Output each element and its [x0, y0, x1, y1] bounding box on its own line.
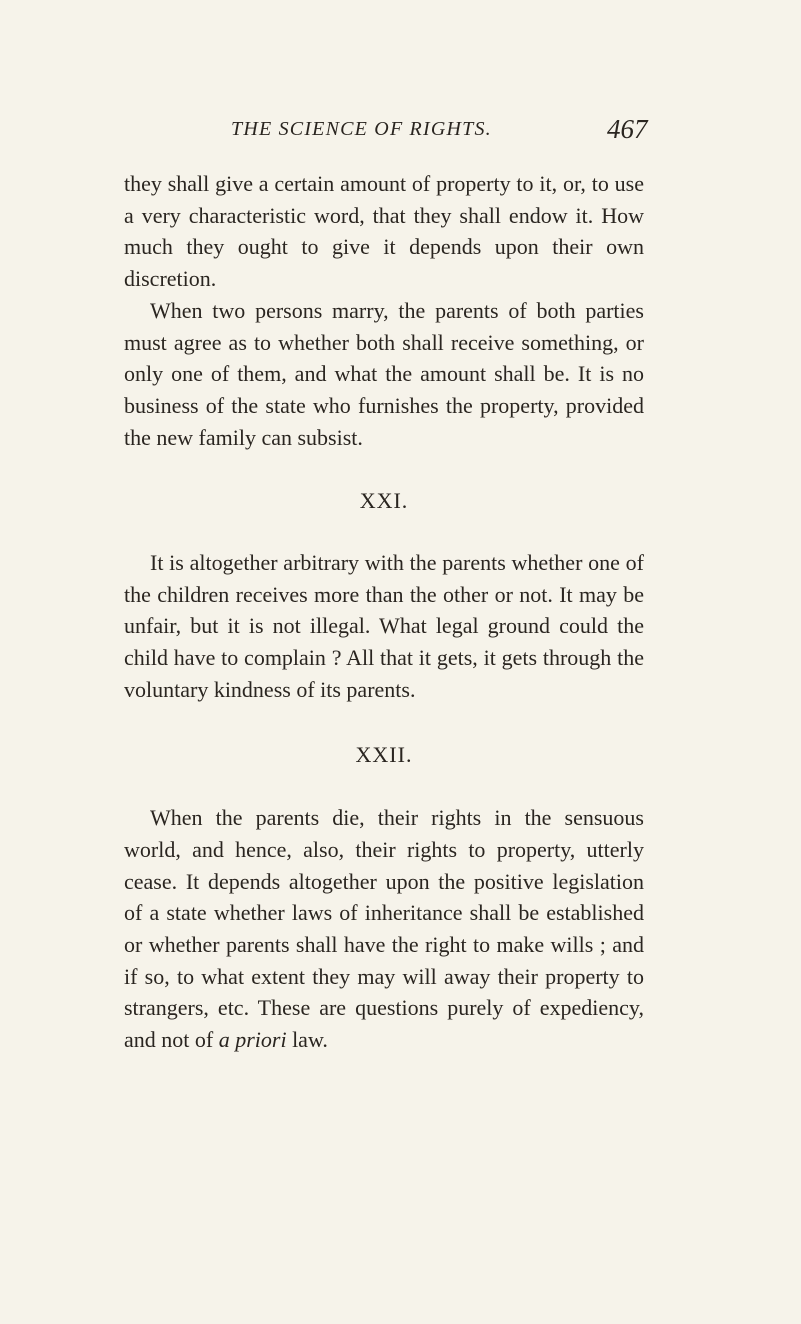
section-heading-xxii: XXII.: [355, 741, 413, 767]
paragraph-1: they shall give a certain amount of property to it, or, to use a very characteristic word, that they shall endow it. How much they ought to give it depends upon their own discretion.: [124, 171, 644, 292]
running-head: THE SCIENCE OF RIGHTS.: [231, 118, 492, 140]
page-number: 467: [607, 114, 648, 144]
section-heading-xxi: XXI.: [359, 488, 409, 514]
page-header: [231, 114, 681, 154]
paragraph-4-text: When the parents die, their rights in the sensuous world, and hence, also, their rights to property, utterly cease. It depends altogether upon the positive legislation of a state whether laws of inheritance shall be established or whether parents shall have the right to make wills ; and if so, to what extent they may will away their property to strangers, etc. These are questions purely of expediency, and not of: [124, 805, 644, 1053]
body-text: [124, 168, 644, 1056]
paragraph-2: When two persons marry, the parents of both parties must agree as to whether both shall receive something, or only one of them, and what the amount shall be. It is no business of the state who furnishes the property, provided the new family can subsist.: [124, 297, 644, 450]
italic-phrase: a priori: [218, 1027, 287, 1053]
paragraph-3: It is altogether arbitrary with the parents whether one of the children receives more than the other or not. It may be unfair, but it is not illegal. What legal ground could the child have to complain ? All that it gets, it gets through the voluntary kindness of its parents.: [124, 550, 644, 702]
paragraph-4-end: law.: [286, 1027, 328, 1053]
paragraph-4: [124, 802, 644, 1056]
